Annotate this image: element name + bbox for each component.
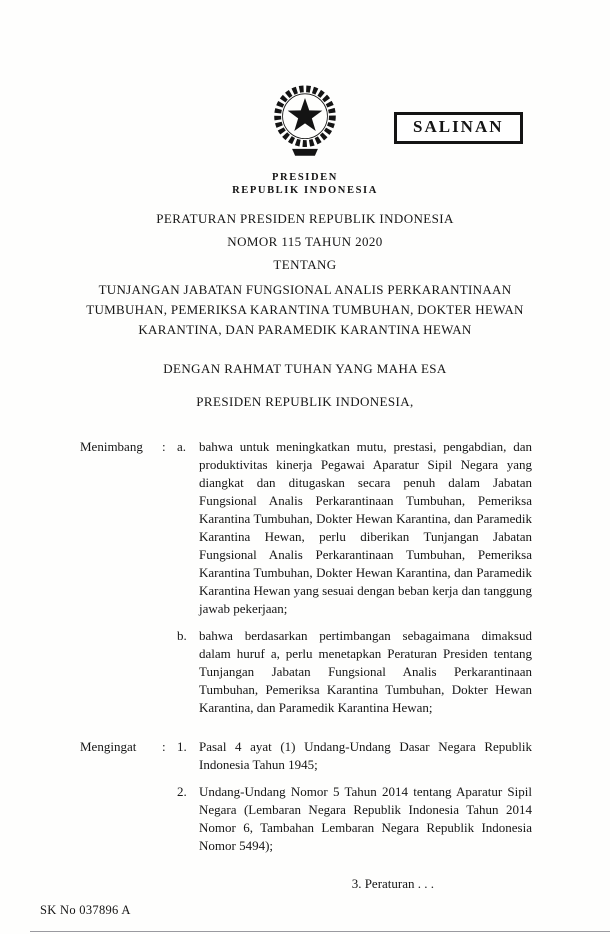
recalling-item-1 [177,738,532,774]
regulation-number: NOMOR 115 TAHUN 2020 [227,234,383,249]
subject-line-3: KARANTINA, DAN PARAMEDIK KARANTINA HEWAN [138,322,472,337]
document-control-number: SK No 037896 A [40,903,131,917]
tentang-label: TENTANG [273,257,337,272]
item-text: Undang-Undang Nomor 5 Tahun 2014 tentang Aparatur Sipil Negara (Lembaran Negara Republik Indonesia Tahun 2014 Nomor 6, Tambahan Lembaran Negara Republik Indonesia Nomor 5494); [199,784,532,853]
title-block [0,211,610,410]
issuer-line: PRESIDEN REPUBLIK INDONESIA, [196,394,414,409]
item-marker: 2. [177,784,187,799]
regulation-subject [0,280,610,340]
page-catchword: 3. Peraturan . . . [351,876,434,891]
item-text: bahwa berdasarkan pertimbangan sebagaimana dimaksud dalam huruf a, perlu menetapkan Peraturan Presiden tentang Tunjangan Jabatan Fungsional Analis Perkarantinaan Tumbuhan, Pemeriksa Karantina Tumbuhan, Dokter Hewan Karantina, dan Paramedik Karantina Hewan; [199,628,532,715]
letterhead-presiden: PRESIDEN [272,172,338,183]
item-text: bahwa untuk meningkatkan mutu, prestasi, pengabdian, dan produktivitas kinerja Pegawai Aparatur Sipil Negara yang diangkat dan ditugaskan secara penuh dalam Jabatan Fungsional Analis Perkarantinaan Tumbuhan, Pemeriksa Karantina Tumbuhan, Dokter Hewan Karantina, dan Paramedik Karantina Hewan, perlu diberikan Tunjangan Jabatan Fungsional Analis Perkarantinaan Tumbuhan, Pemeriksa Karantina Tumbuhan, Dokter Hewan Karantina, dan Paramedik Karantina Hewan yang sesuai dengan beban kerja dan tanggung jawab pekerjaan; [199,439,532,616]
subject-line-2: TUMBUHAN, PEMERIKSA KARANTINA TUMBUHAN, DOKTER HEWAN [86,302,524,317]
considering-item-b [177,627,532,717]
considering-clause [80,438,532,726]
regulation-title: PERATURAN PRESIDEN REPUBLIK INDONESIA [156,211,454,226]
letterhead-republik-indonesia: REPUBLIK INDONESIA [232,185,378,196]
document-body [80,438,532,892]
recalling-label: Mengingat [80,739,137,754]
recalling-items [177,738,532,864]
subject-line-1: TUNJANGAN JABATAN FUNGSIONAL ANALIS PERKARANTINAAN [98,282,512,297]
salinan-stamp-label: SALINAN [413,117,504,136]
invocation-line: DENGAN RAHMAT TUHAN YANG MAHA ESA [163,361,447,376]
considering-separator: : [162,439,166,454]
item-text: Pasal 4 ayat (1) Undang-Undang Dasar Negara Republik Indonesia Tahun 1945; [199,739,532,772]
item-marker: b. [177,628,187,643]
considering-item-a [177,438,532,618]
item-marker: a. [177,439,187,454]
presidential-star-emblem-icon [267,76,343,164]
letterhead-block [0,0,610,197]
item-marker: 1. [177,739,187,754]
salinan-stamp [394,112,523,144]
recalling-item-2 [177,783,532,855]
considering-label: Menimbang [80,439,143,454]
letterhead-text [0,171,610,197]
recalling-separator: : [162,739,166,754]
recalling-clause [80,738,532,864]
scan-artifact-line [30,931,610,932]
considering-items [177,438,532,726]
